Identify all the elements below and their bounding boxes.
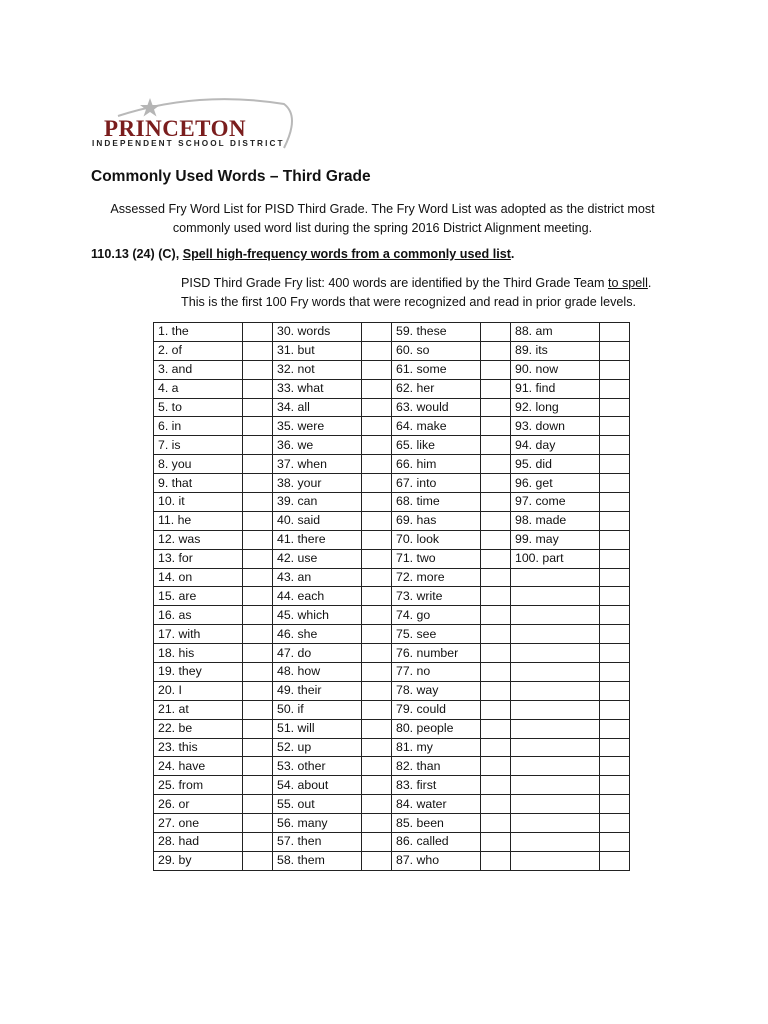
check-cell [481,398,511,417]
logo-subtitle: INDEPENDENT SCHOOL DISTRICT [92,139,285,148]
word-cell: 14. on [154,568,243,587]
word-cell: 82. than [392,757,481,776]
word-cell: 91. find [511,379,600,398]
check-cell [481,625,511,644]
word-cell: 44. each [273,587,362,606]
word-cell: 24. have [154,757,243,776]
word-cell [511,644,600,663]
check-cell [243,323,273,342]
check-cell [362,625,392,644]
word-cell: 46. she [273,625,362,644]
word-cell: 27. one [154,814,243,833]
fry-note [181,274,681,312]
word-cell: 18. his [154,644,243,663]
word-cell: 25. from [154,776,243,795]
check-cell [362,606,392,625]
check-cell [243,644,273,663]
word-cell: 32. not [273,360,362,379]
word-cell: 61. some [392,360,481,379]
table-row [154,663,630,682]
table-row [154,587,630,606]
check-cell [600,587,630,606]
word-cell: 87. who [392,851,481,870]
word-cell [511,587,600,606]
word-cell: 85. been [392,814,481,833]
check-cell [481,681,511,700]
check-cell [362,757,392,776]
standard-line [91,247,514,261]
word-cell: 13. for [154,549,243,568]
word-cell: 81. my [392,738,481,757]
fry-note-line-2: This is the first 100 Fry words that were recognized and read in prior grade levels. [181,295,636,309]
table-row [154,814,630,833]
word-cell: 6. in [154,417,243,436]
word-cell: 88. am [511,323,600,342]
word-cell: 48. how [273,663,362,682]
word-cell: 22. be [154,719,243,738]
word-cell: 21. at [154,700,243,719]
check-cell [481,833,511,852]
word-cell [511,606,600,625]
check-cell [362,719,392,738]
fry-note-end: . [647,276,652,290]
check-cell [600,493,630,512]
check-cell [362,511,392,530]
word-cell: 99. may [511,530,600,549]
check-cell [481,360,511,379]
word-cell: 83. first [392,776,481,795]
check-cell [481,474,511,493]
check-cell [481,719,511,738]
word-cell: 66. him [392,455,481,474]
word-cell: 71. two [392,549,481,568]
check-cell [600,511,630,530]
check-cell [600,379,630,398]
check-cell [481,436,511,455]
table-row [154,625,630,644]
word-cell: 4. a [154,379,243,398]
word-cell: 38. your [273,474,362,493]
word-cell: 51. will [273,719,362,738]
standard-text: Spell high-frequency words from a commonly used list [182,247,511,261]
check-cell [600,776,630,795]
check-cell [600,568,630,587]
word-cell: 2. of [154,341,243,360]
check-cell [600,719,630,738]
star-icon [140,98,160,117]
check-cell [243,833,273,852]
word-cell [511,833,600,852]
check-cell [481,814,511,833]
word-cell: 23. this [154,738,243,757]
word-cell: 86. called [392,833,481,852]
check-cell [600,795,630,814]
check-cell [243,851,273,870]
word-cell: 49. their [273,681,362,700]
check-cell [600,606,630,625]
word-cell [511,776,600,795]
check-cell [362,341,392,360]
check-cell [600,417,630,436]
table-row [154,417,630,436]
word-cell [511,625,600,644]
check-cell [243,549,273,568]
table-row [154,341,630,360]
check-cell [362,323,392,342]
table-row [154,568,630,587]
word-cell: 70. look [392,530,481,549]
word-cell: 92. long [511,398,600,417]
word-cell: 53. other [273,757,362,776]
word-cell: 31. but [273,341,362,360]
table-row [154,851,630,870]
word-cell: 1. the [154,323,243,342]
word-cell [511,814,600,833]
check-cell [243,436,273,455]
check-cell [362,549,392,568]
table-row [154,700,630,719]
word-cell: 43. an [273,568,362,587]
check-cell [243,625,273,644]
check-cell [362,493,392,512]
table-row [154,455,630,474]
check-cell [600,474,630,493]
word-cell: 8. you [154,455,243,474]
word-cell: 28. had [154,833,243,852]
word-cell: 20. I [154,681,243,700]
word-cell: 9. that [154,474,243,493]
check-cell [362,436,392,455]
word-cell: 26. or [154,795,243,814]
word-cell: 95. did [511,455,600,474]
word-cell [511,700,600,719]
check-cell [481,776,511,795]
word-cell: 45. which [273,606,362,625]
table-row [154,606,630,625]
check-cell [600,530,630,549]
word-cell [511,738,600,757]
standard-end: . [510,247,515,261]
word-cell: 65. like [392,436,481,455]
word-cell: 15. are [154,587,243,606]
table-row [154,738,630,757]
check-cell [362,795,392,814]
word-cell: 72. more [392,568,481,587]
check-cell [243,511,273,530]
check-cell [481,757,511,776]
check-cell [481,644,511,663]
check-cell [362,417,392,436]
check-cell [600,436,630,455]
check-cell [243,398,273,417]
check-cell [362,530,392,549]
check-cell [481,341,511,360]
check-cell [243,795,273,814]
word-cell: 75. see [392,625,481,644]
word-cell: 34. all [273,398,362,417]
check-cell [481,493,511,512]
check-cell [481,455,511,474]
word-cell: 41. there [273,530,362,549]
check-cell [600,700,630,719]
check-cell [243,530,273,549]
word-cell: 42. use [273,549,362,568]
check-cell [243,379,273,398]
word-cell: 35. were [273,417,362,436]
check-cell [243,568,273,587]
check-cell [243,360,273,379]
check-cell [243,455,273,474]
table-row [154,360,630,379]
word-cell: 52. up [273,738,362,757]
check-cell [243,341,273,360]
table-row [154,474,630,493]
word-cell: 29. by [154,851,243,870]
check-cell [362,474,392,493]
standard-code: 110.13 (24) (C), [91,247,180,261]
word-cell: 96. get [511,474,600,493]
check-cell [600,341,630,360]
word-cell: 78. way [392,681,481,700]
check-cell [362,644,392,663]
word-cell: 73. write [392,587,481,606]
check-cell [243,738,273,757]
word-cell: 10. it [154,493,243,512]
table-row [154,549,630,568]
check-cell [600,644,630,663]
check-cell [600,814,630,833]
check-cell [600,360,630,379]
intro-paragraph [91,200,674,238]
word-cell: 36. we [273,436,362,455]
check-cell [600,549,630,568]
check-cell [481,738,511,757]
table-row [154,511,630,530]
check-cell [243,719,273,738]
word-cell: 37. when [273,455,362,474]
check-cell [481,663,511,682]
district-logo [88,96,298,156]
intro-line-2: commonly used word list during the spring 2016 District Alignment meeting. [172,221,593,235]
word-cell: 69. has [392,511,481,530]
fry-note-pre: PISD Third Grade Fry list: 400 words are identified by the Third Grade Team [181,276,608,290]
check-cell [243,587,273,606]
word-cell: 3. and [154,360,243,379]
word-cell [511,757,600,776]
check-cell [600,323,630,342]
check-cell [243,606,273,625]
word-cell: 30. words [273,323,362,342]
fry-note-spell: to spell [607,276,648,290]
table-row [154,379,630,398]
check-cell [362,851,392,870]
check-cell [600,757,630,776]
word-cell: 40. said [273,511,362,530]
word-cell: 39. can [273,493,362,512]
check-cell [243,493,273,512]
table-row [154,530,630,549]
table-row [154,681,630,700]
word-cell [511,681,600,700]
word-cell: 89. its [511,341,600,360]
word-cell: 56. many [273,814,362,833]
check-cell [362,360,392,379]
word-cell [511,795,600,814]
check-cell [243,776,273,795]
check-cell [362,379,392,398]
word-cell: 76. number [392,644,481,663]
word-cell: 94. day [511,436,600,455]
word-cell: 100. part [511,549,600,568]
table-row [154,776,630,795]
table-row [154,398,630,417]
word-cell: 12. was [154,530,243,549]
logo-name: PRINCETON [104,116,247,141]
check-cell [481,700,511,719]
word-cell: 47. do [273,644,362,663]
check-cell [362,455,392,474]
fry-note-line-1 [181,274,681,293]
word-cell: 63. would [392,398,481,417]
intro-line-1: Assessed Fry Word List for PISD Third Grade. The Fry Word List was adopted as the district most [110,202,655,216]
table-row [154,644,630,663]
page-title: Commonly Used Words – Third Grade [91,168,371,185]
word-cell: 50. if [273,700,362,719]
check-cell [600,738,630,757]
check-cell [362,814,392,833]
word-cell: 68. time [392,493,481,512]
word-cell: 33. what [273,379,362,398]
word-table [153,322,630,871]
word-cell: 77. no [392,663,481,682]
check-cell [362,776,392,795]
check-cell [362,833,392,852]
check-cell [600,625,630,644]
word-cell: 62. her [392,379,481,398]
check-cell [600,681,630,700]
word-cell [511,568,600,587]
word-cell: 54. about [273,776,362,795]
word-cell: 97. come [511,493,600,512]
word-cell [511,719,600,738]
check-cell [481,568,511,587]
word-cell: 7. is [154,436,243,455]
word-cell [511,851,600,870]
check-cell [362,663,392,682]
check-cell [481,323,511,342]
check-cell [243,681,273,700]
check-cell [600,833,630,852]
check-cell [362,587,392,606]
word-cell: 55. out [273,795,362,814]
table-row [154,833,630,852]
word-cell: 59. these [392,323,481,342]
check-cell [481,795,511,814]
word-cell: 60. so [392,341,481,360]
check-cell [362,568,392,587]
check-cell [481,606,511,625]
check-cell [600,398,630,417]
check-cell [481,379,511,398]
check-cell [243,700,273,719]
check-cell [481,587,511,606]
table-row [154,719,630,738]
word-cell: 79. could [392,700,481,719]
check-cell [600,851,630,870]
check-cell [362,700,392,719]
word-cell: 58. them [273,851,362,870]
check-cell [481,511,511,530]
word-cell: 80. people [392,719,481,738]
table-row [154,493,630,512]
check-cell [600,455,630,474]
word-cell: 84. water [392,795,481,814]
word-cell: 17. with [154,625,243,644]
table-row [154,757,630,776]
check-cell [362,398,392,417]
check-cell [243,417,273,436]
check-cell [243,757,273,776]
check-cell [243,814,273,833]
word-cell [511,663,600,682]
word-cell: 57. then [273,833,362,852]
table-row [154,323,630,342]
word-cell: 90. now [511,360,600,379]
word-cell: 5. to [154,398,243,417]
check-cell [362,738,392,757]
check-cell [362,681,392,700]
table-row [154,436,630,455]
check-cell [600,663,630,682]
word-cell: 64. make [392,417,481,436]
word-cell: 93. down [511,417,600,436]
word-cell: 74. go [392,606,481,625]
check-cell [481,530,511,549]
word-cell: 67. into [392,474,481,493]
word-cell: 11. he [154,511,243,530]
check-cell [243,474,273,493]
word-cell: 98. made [511,511,600,530]
check-cell [481,417,511,436]
check-cell [481,549,511,568]
check-cell [481,851,511,870]
table-row [154,795,630,814]
word-cell: 19. they [154,663,243,682]
word-cell: 16. as [154,606,243,625]
check-cell [243,663,273,682]
